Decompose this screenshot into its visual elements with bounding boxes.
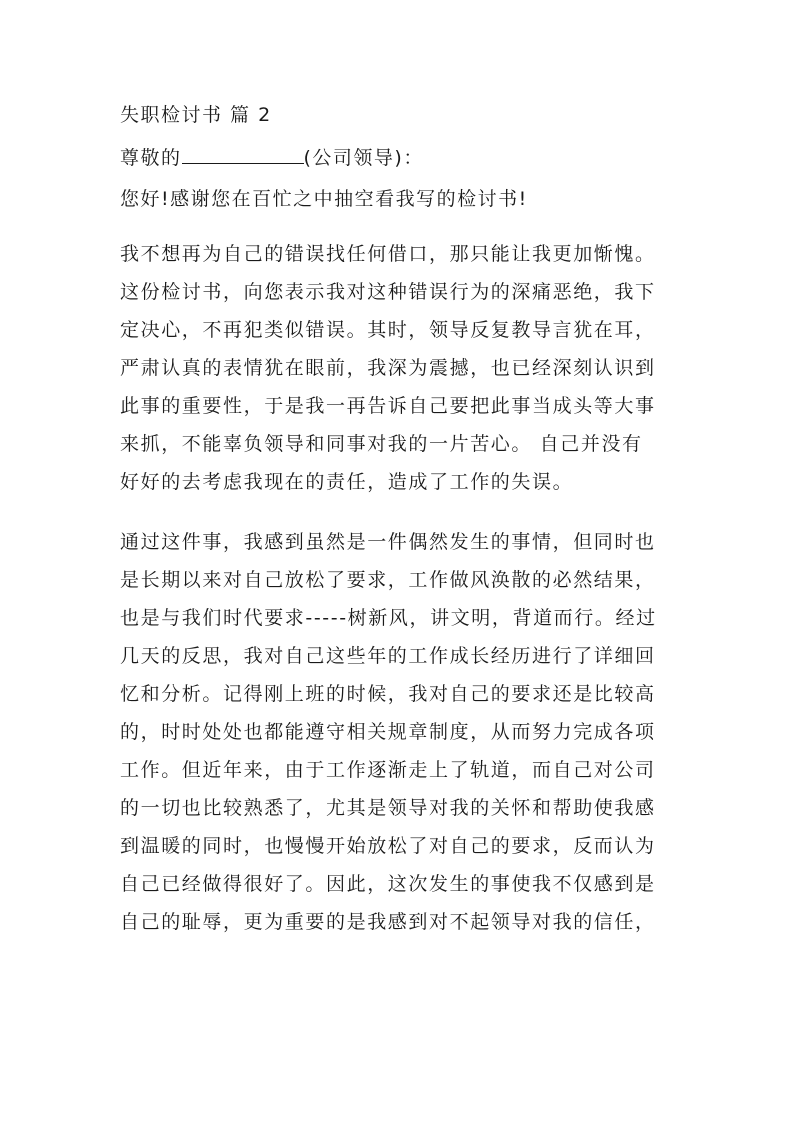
paragraph-line: 几天的反思，我对自己这些年的工作成长经历进行了详细回 [120,645,656,667]
paragraph-line: 也是与我们时代要求-----树新风，讲文明，背道而行。经过 [120,607,657,629]
document-title: 失职检讨书 篇 2 [120,104,272,126]
paragraph-line: 的一切也比较熟悉了，尤其是领导对我的关怀和帮助使我感 [120,797,656,819]
salutation-suffix: (公司领导)： [303,147,424,169]
greeting: 您好!感谢您在百忙之中抽空看我写的检讨书! [120,188,528,210]
paragraph-line: 定决心，不再犯类似错误。其时，领导反复教导言犹在耳， [120,319,656,341]
paragraph-line: 此事的重要性，于是我一再告诉自己要把此事当成头等大事 [120,395,656,417]
paragraph-line: 这份检讨书，向您表示我对这种错误行为的深痛恶绝，我下 [120,281,656,303]
document-page [120,103,680,941]
recipient-blank [182,145,304,164]
paragraph-line: 好好的去考虑我现在的责任，造成了工作的失误。 [120,471,574,493]
salutation [120,145,680,170]
paragraph-line: 到温暖的同时，也慢慢开始放松了对自己的要求，反而认为 [120,835,656,857]
paragraph-line: 来抓，不能辜负领导和同事对我的一片苦心。 自己并没有 [120,433,643,455]
paragraph-line: 的，时时处处也都能遵守相关规章制度，从而努力完成各项 [120,721,656,743]
salutation-prefix: 尊敬的 [120,147,182,169]
paragraph-line: 我不想再为自己的错误找任何借口，那只能让我更加惭愧。 [120,243,656,265]
paragraph-line: 通过这件事，我感到虽然是一件偶然发生的事情，但同时也 [120,531,656,553]
paragraph-2 [120,523,680,941]
paragraph-line: 忆和分析。记得刚上班的时候，我对自己的要求还是比较高 [120,683,656,705]
paragraph-line: 是长期以来对自己放松了要求，工作做风涣散的必然结果， [120,569,656,591]
paragraph-1 [120,235,680,501]
paragraph-line: 工作。但近年来，由于工作逐渐走上了轨道，而自己对公司 [120,759,656,781]
paragraph-line: 严肃认真的表情犹在眼前，我深为震撼，也已经深刻认识到 [120,357,656,379]
paragraph-line: 自己的耻辱，更为重要的是我感到对不起领导对我的信任， [120,911,656,933]
paragraph-line: 自己已经做得很好了。因此，这次发生的事使我不仅感到是 [120,873,656,895]
